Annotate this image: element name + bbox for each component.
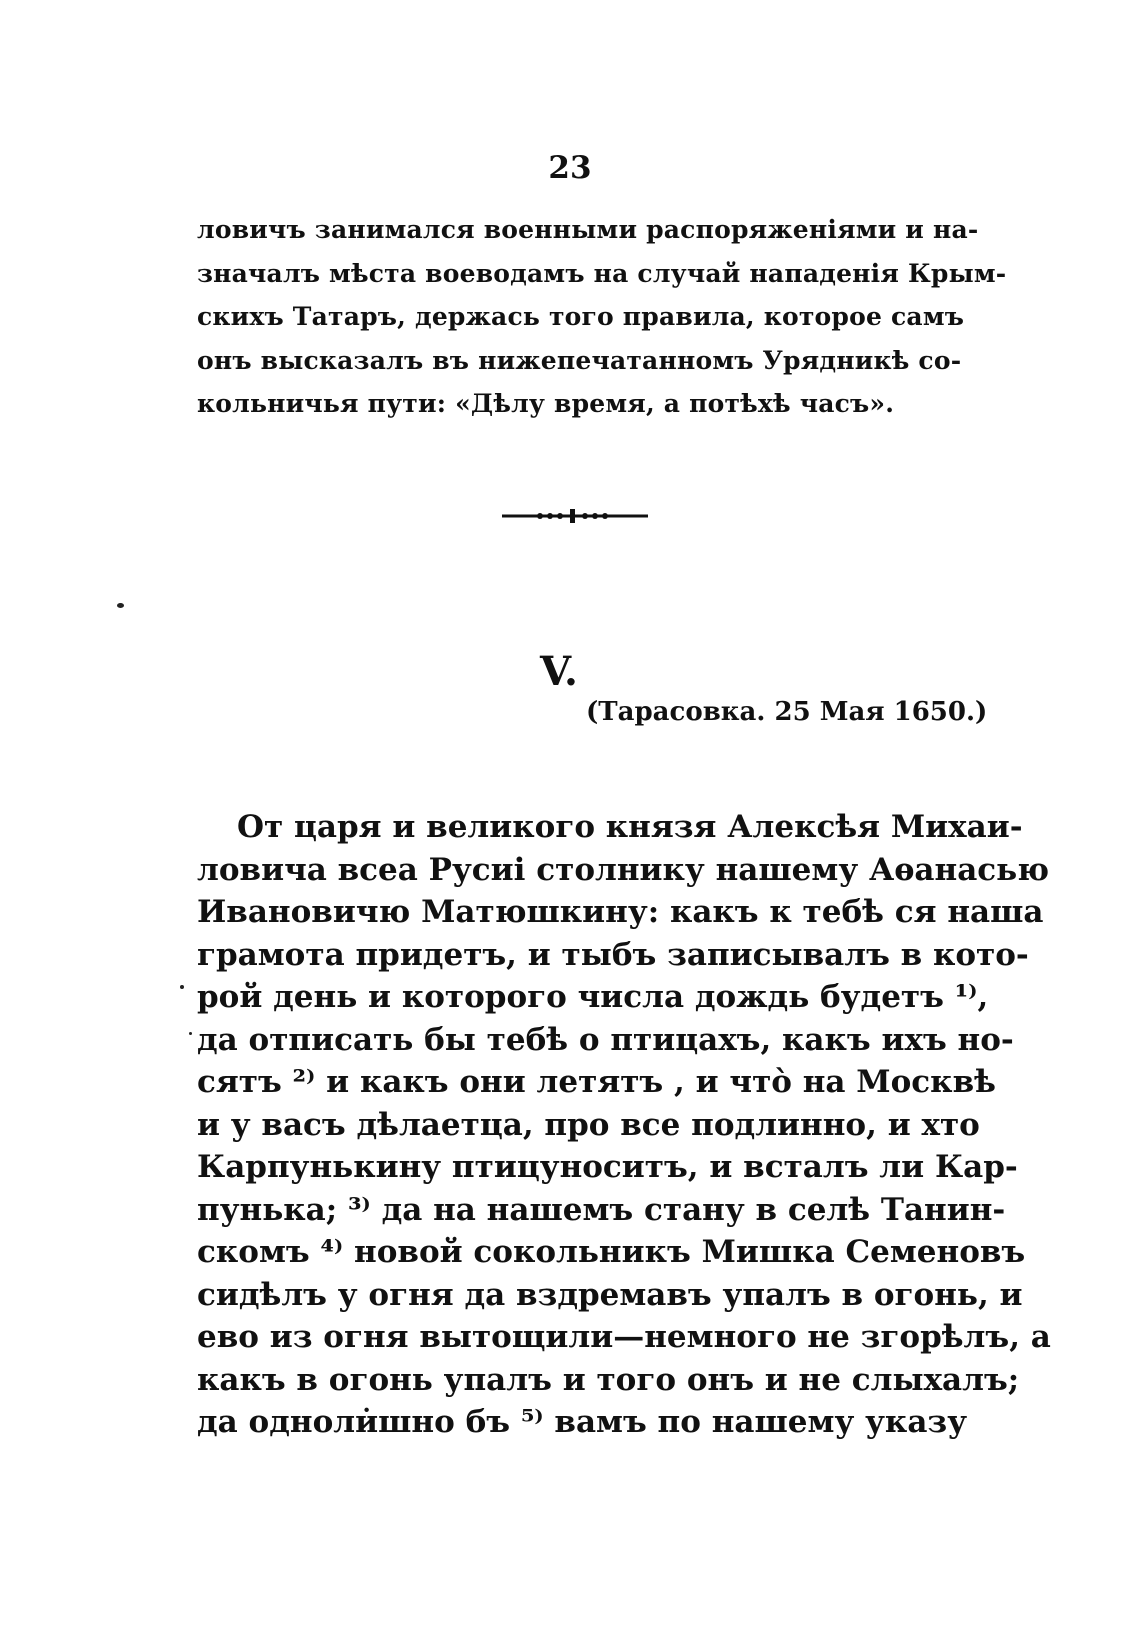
text-line: онъ высказалъ въ нижепечатанномъ Урядникѣ со-	[197, 345, 962, 375]
text-line: да одноли̇шно бъ ⁵⁾ вамъ по нашему указу	[197, 1404, 968, 1440]
paragraph-continuation	[197, 208, 1007, 426]
text-line: Карпунькину птицуноситъ, и всталъ ли Кар-	[197, 1149, 1018, 1185]
scan-speck	[117, 603, 124, 608]
text-line: сятъ ²⁾ и какъ они летятъ , и что̀ на Москвѣ	[197, 1064, 996, 1100]
page-number: 23	[548, 150, 592, 186]
letter-text	[197, 806, 1051, 1444]
text-line: ловича всеа Русиі столнику нашему Аѳанасью	[197, 851, 1049, 888]
section-subtitle: (Тарасовка. 25 Мая 1650.)	[586, 697, 988, 727]
text-line: да отписать бы тебѣ о птицахъ, какъ ихъ но-	[197, 1021, 1014, 1058]
text-line: рой день и которого числа дождь будетъ ¹⁾,	[197, 979, 989, 1015]
text-line: какъ в огонь упалъ и того онъ и не слыхалъ;	[197, 1361, 1020, 1398]
text-line: скомъ ⁴⁾ новой сокольникъ Мишка Семеновъ	[197, 1234, 1026, 1270]
text-line: и у васъ дѣлаетца, про все подлинно, и хто	[197, 1106, 980, 1143]
text-line: Ивановичю Матюшкину: какъ к тебѣ ся наша	[197, 894, 1044, 930]
text-line: грамота придетъ, и тыбъ записывалъ в кото-	[197, 936, 1029, 973]
text-line: кольничья пути: «Дѣлу время, а потѣхѣ часъ».	[197, 389, 895, 418]
text-line: значалъ мѣста воеводамъ на случай нападенія Крым-	[197, 258, 1007, 288]
scan-speck	[180, 985, 184, 989]
ornament-divider-icon	[500, 506, 650, 526]
text-line: ево из огня вытощили—немного не згорѣлъ, а	[197, 1319, 1051, 1355]
scan-speck	[189, 1032, 192, 1035]
text-line: сидѣлъ у огня да вздремавъ упалъ в огонь, и	[197, 1276, 1023, 1313]
text-line: ловичъ занимался военными распоряженіями и на-	[197, 215, 979, 244]
text-line: скихъ Татаръ, держась того правила, которое самъ	[197, 302, 965, 331]
text-line: пунька; ³⁾ да на нашемъ стану в селѣ Танин-	[197, 1191, 1006, 1228]
section-number: V.	[540, 648, 578, 695]
text-line: От царя и великого князя Алексѣя Михаи-	[237, 809, 1023, 845]
